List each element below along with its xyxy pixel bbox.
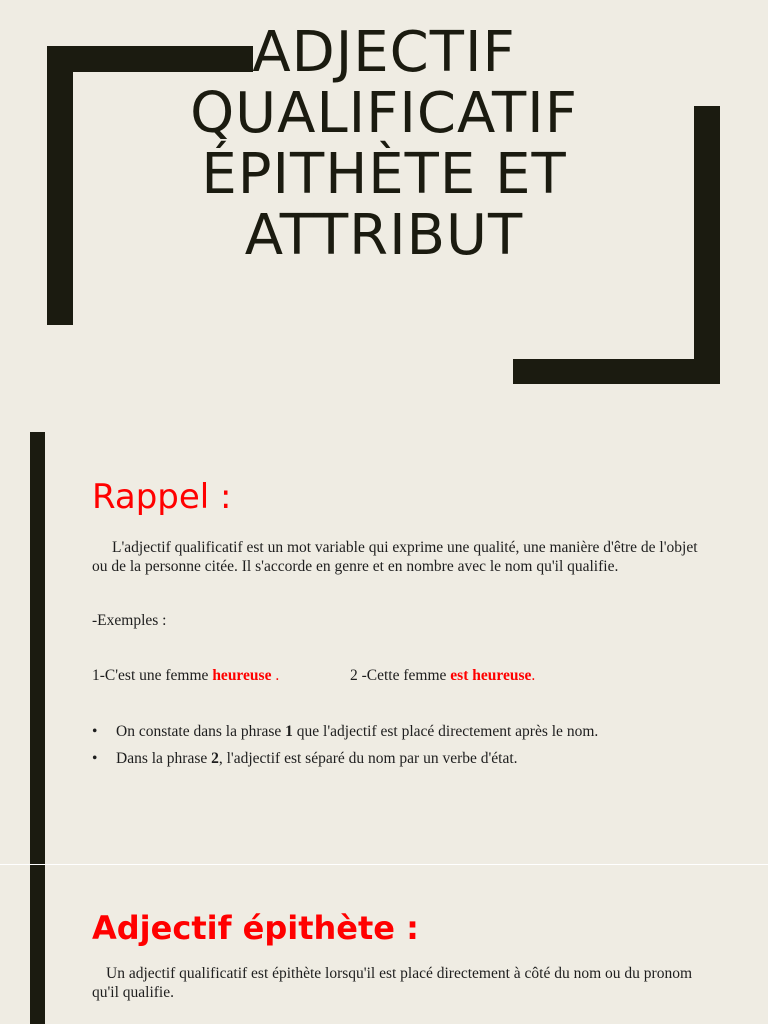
title-slide	[0, 0, 768, 432]
left-accent-bar	[30, 432, 45, 865]
rappel-intro: L'adjectif qualificatif est un mot variable qui exprime une qualité, une manière d'être de l'objet ou de la personne citée. Il s'accorde en genre et en nombre avec le nom qu'il qualifie.	[92, 539, 698, 575]
rappel-heading: Rappel :	[92, 477, 232, 517]
example-2-highlight: est heureuse	[450, 667, 532, 684]
example-2	[350, 666, 535, 685]
bullet-1-after: que l'adjectif est placé directement après le nom.	[292, 723, 599, 740]
observation-list	[92, 722, 712, 776]
title-line-3: ÉPITHÈTE ET	[201, 142, 567, 207]
example-1	[92, 666, 279, 685]
rappel-slide	[0, 432, 768, 865]
bullet-2-after: , l'adjectif est séparé du nom par un verbe d'état.	[218, 750, 518, 767]
examples-label: -Exemples :	[92, 612, 167, 629]
page-title	[120, 22, 648, 266]
example-2-suffix: .	[531, 667, 536, 684]
bullet-1-before: On constate dans la phrase	[116, 723, 286, 740]
epithete-heading: Adjectif épithète :	[92, 909, 419, 947]
bullet-1-bold: 1	[285, 723, 293, 740]
title-line-2: QUALIFICATIF	[190, 81, 578, 146]
list-item	[92, 722, 712, 741]
example-1-suffix: .	[271, 667, 280, 684]
bullet-icon: •	[92, 750, 98, 767]
title-line-1: ADJECTIF	[252, 20, 516, 85]
corner-bracket-bottom-right	[513, 359, 720, 384]
bullet-2-before: Dans la phrase	[116, 750, 212, 767]
example-1-highlight: heureuse	[212, 667, 272, 684]
epithete-definition: Un adjectif qualificatif est épithète lorsqu'il est placé directement à côté du nom ou du pronom qu'il qualifie.	[92, 965, 693, 1001]
list-item	[92, 749, 712, 768]
bullet-icon: •	[92, 723, 98, 740]
epithete-slide	[0, 865, 768, 1024]
corner-bracket-bottom-right-vertical	[694, 106, 720, 384]
example-1-prefix: 1-C'est une femme	[92, 667, 213, 684]
title-line-4: ATTRIBUT	[244, 203, 524, 268]
bullet-2-bold: 2	[211, 750, 219, 767]
left-accent-bar	[30, 865, 45, 1024]
examples-line	[92, 666, 712, 686]
corner-bracket-top-left-vertical	[47, 46, 73, 325]
example-2-prefix: 2 -Cette femme	[350, 667, 451, 684]
